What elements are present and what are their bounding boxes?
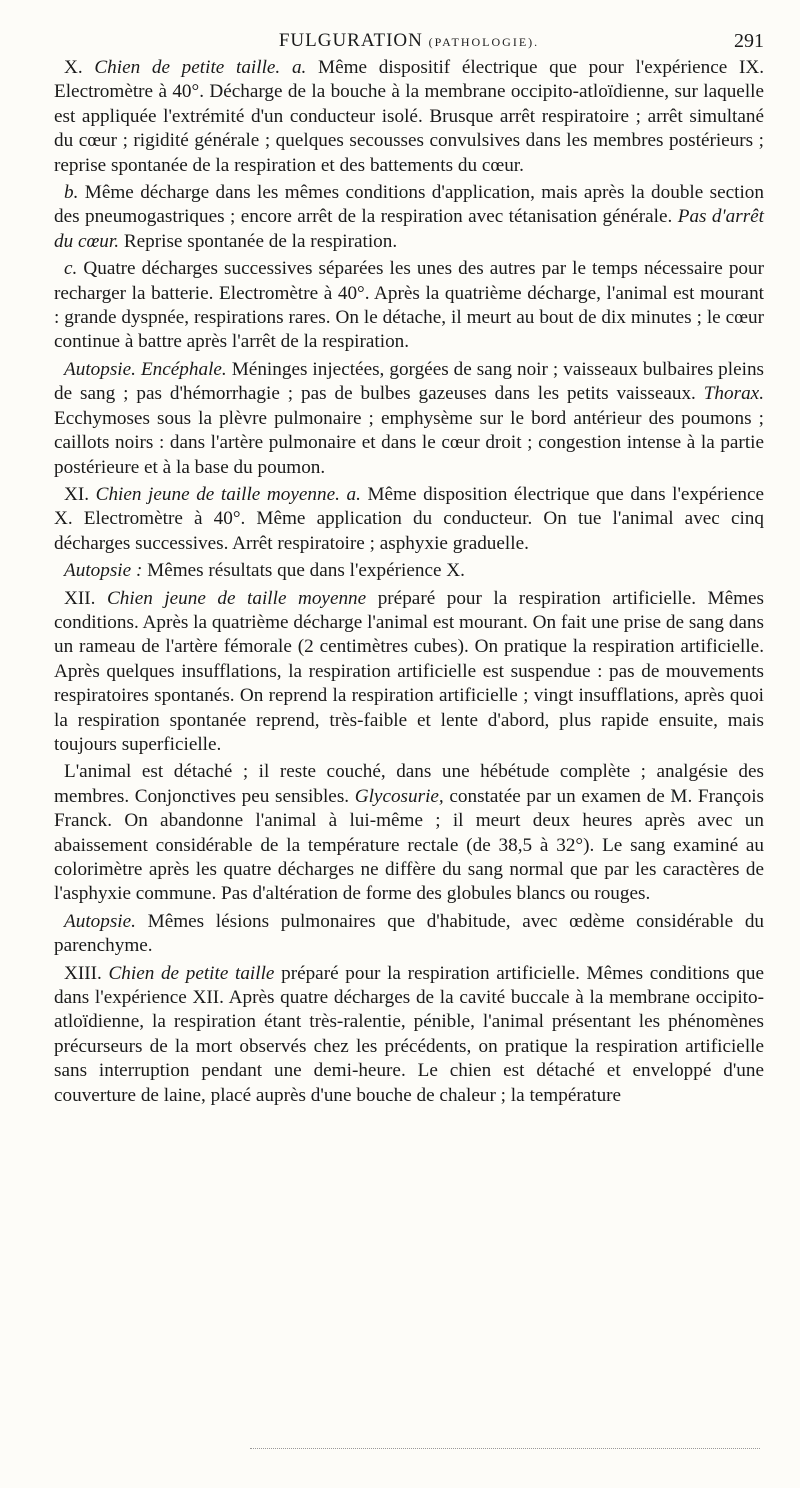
paragraph-xi-autopsie: Autopsie : Mêmes résultats que dans l'expérience X. (64, 560, 465, 582)
paragraph-xiii: XIII. Chien de petite taille préparé pour la respiration artificielle. Mêmes conditions que dans l'expérience XII. Après quatre décharges de la cavité buccale à la membrane occipito-atloïdienne, la respiration étant très-ralentie, pénible, l'animal présentant les phénomènes précurseurs de la mort observés chez les précédents, on pratique la respiration artificielle sans interruption pendant une demi-heure. Le chien est détaché et enveloppé d'une couverture de laine, placé auprès d'une bouche de chaleur ; la température (54, 962, 764, 1106)
header-title: FULGURATION (278, 30, 423, 51)
paragraph-x-a: X. Chien de petite taille. a. Même dispositif électrique que pour l'expérience IX. Electromètre à 40°. Décharge de la bouche à la membrane occipito-atloïdienne, sur laquelle est appliquée l'extrémité d'un conducteur isolé. Brusque arrêt respiratoire ; arrêt simultané du cœur ; rigidité générale ; quelques secousses convulsives dans les membres postérieurs ; reprise spontanée de la respiration et des battements du cœur. (54, 57, 765, 176)
paragraph-x-autopsie: Autopsie. Encéphale. Méninges injectées, gorgées de sang noir ; vaisseaux bulbaires pleins de sang ; pas d'hémorrhagie ; pas de bulbes gazeuses dans les petits vaisseaux. Thorax. Ecchymoses sous la plèvre pulmonaire ; emphysème sur le bord antérieur des poumons ; caillots noirs : dans l'artère pulmonaire et dans le cœur droit ; congestion intense à la partie postérieure et à la base du poumon. (54, 358, 765, 478)
running-header (54, 26, 764, 56)
paragraph-xii-autopsie: Autopsie. Mêmes lésions pulmonaires que d'habitude, avec œdème considérable du parenchyme. (54, 910, 765, 957)
running-title (54, 30, 764, 52)
body-text (54, 56, 764, 1108)
page-number: 291 (734, 30, 764, 52)
paragraph-xii: XII. Chien jeune de taille moyenne préparé pour la respiration artificielle. Mêmes conditions. Après la quatrième décharge l'animal est mourant. On fait une prise de sang dans un rameau de l'artère fémorale (2 centimètres cubes). On pratique la respiration artificielle. Après quelques insufflations, la respiration artificielle est suspendue : pas de mouvements respiratoires spontanés. On reprend la respiration artificielle ; vingt insufflations, après quoi la respiration spontanée reprend, très-faible et lente d'abord, plus rapide ensuite, mais toujours superficielle. (54, 587, 765, 755)
paragraph-xi: XI. Chien jeune de taille moyenne. a. Même disposition électrique que dans l'expérience X. Electromètre à 40°. Même application du conducteur. On tue l'animal avec cinq décharges successives. Arrêt respiratoire ; asphyxie graduelle. (54, 483, 765, 554)
paragraph-x-c: c. Quatre décharges successives séparées les unes des autres par le temps nécessaire pour recharger la batterie. Electromètre à 40°. Après la quatrième décharge, l'animal est mourant : grande dyspnée, respirations rares. On le détache, il meurt au bout de dix minutes ; le cœur continue à battre après l'arrêt de la respiration. (54, 258, 764, 353)
paragraph-xii-cont: L'animal est détaché ; il reste couché, dans une hébétude complète ; analgésie des membres. Conjonctives peu sensibles. Glycosurie, constatée par un examen de M. François Franck. On abandonne l'animal à lui-même ; il meurt deux heures après avec un abaissement considérable de la température rectale (de 38,5 à 32°). Le sang examiné au colorimètre après les quatre décharges ne diffère du sang normal que par les caractères de l'asphyxie commune. Pas d'altération de forme des globules blancs ou rouges. (54, 761, 764, 905)
header-subtitle: (PATHOLOGIE). (428, 35, 540, 49)
footer-rule (250, 1448, 760, 1449)
paragraph-x-b: b. Même décharge dans les mêmes conditions d'application, mais après la double section des pneumogastriques ; encore arrêt de la respiration avec tétanisation générale. Pas d'arrêt du cœur. Reprise spontanée de la respiration. (54, 182, 765, 252)
